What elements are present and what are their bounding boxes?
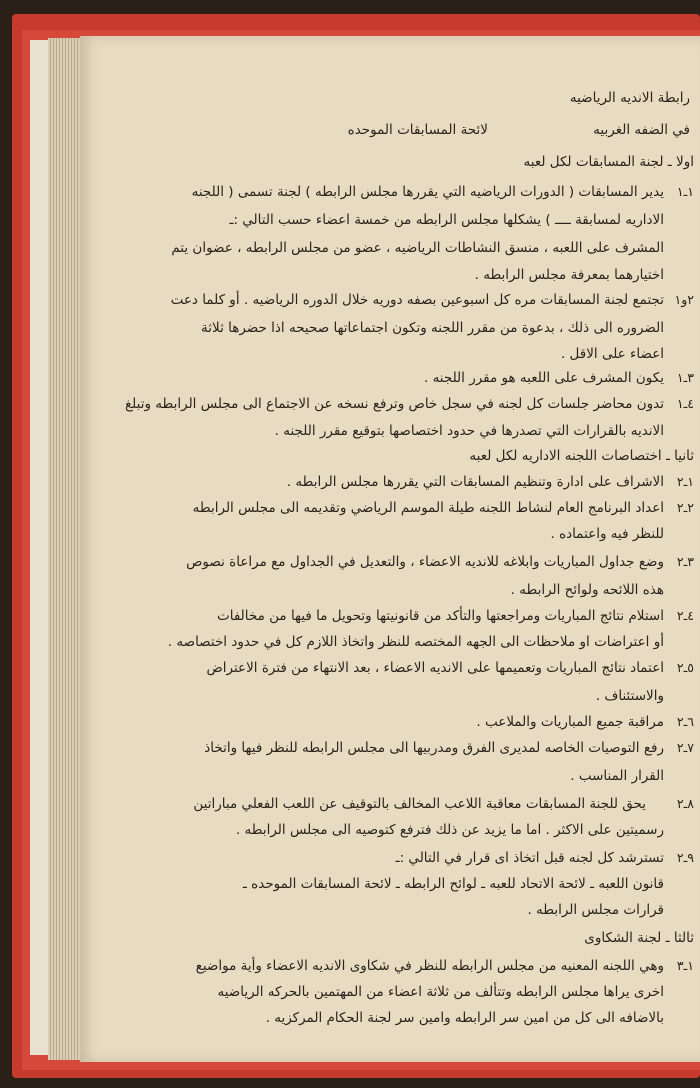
item-line: رفع التوصيات الخاصه لمديرى الفرق ومدربيها الى مجلس الرابطه للنظر فيها واتخاذ bbox=[204, 740, 664, 756]
item-line: الانديه بالقرارات التي تصدرها في حدود اختصاصها بتوقيع مقرر اللجنه . bbox=[274, 423, 664, 439]
item-line: الضروره الى ذلك ، بدعوة من مقرر اللجنه وتكون اجتماعاتها صحيحه اذا حضرها ثلاثة bbox=[201, 320, 664, 336]
item-line: اعداد البرنامج العام لنشاط اللجنه طيلة الموسم الرياضي وتقديمه الى مجلس الرابطه bbox=[192, 500, 664, 516]
item-line: استلام نتائج المباريات ومراجعتها والتأكد من قانونيتها وتحويل ما فيها من مخالفات bbox=[217, 608, 664, 624]
item-number: ٢ـ٢ bbox=[676, 500, 694, 515]
item-line: تسترشد كل لجنه قبل اتخاذ اى قرار في التالي :ـ bbox=[395, 850, 664, 866]
item-line: للنظر فيه واعتماده . bbox=[550, 526, 664, 542]
item-number: ٨ـ٢ bbox=[676, 796, 694, 811]
item-line: وهي اللجنه المعنيه من مجلس الرابطه للنظر في شكاوى الانديه الاعضاء وأية مواضيع bbox=[195, 958, 664, 974]
item-line: بالاضافه الى كل من امين سر الرابطه وامين سر لجنة الحكام المركزيه . bbox=[265, 1010, 664, 1026]
item-line: القرار المناسب . bbox=[570, 768, 664, 784]
item-line: أو اعتراضات او ملاحظات الى الجهه المختصه للنظر واتخاذ اللازم كل في حدود اختصاصه . bbox=[167, 634, 664, 650]
item-number: ١ـ٢ bbox=[676, 474, 694, 489]
doc-title: لائحة المسابقات الموحده bbox=[347, 122, 488, 138]
section-heading: ثالثا ـ لجنة الشكاوى bbox=[584, 930, 694, 946]
item-line: قانون اللعبه ـ لائحة الاتحاد للعبه ـ لوائح الرابطه ـ لائحة المسابقات الموحده ـ bbox=[242, 876, 664, 892]
item-number: ٣ـ١ bbox=[676, 370, 694, 385]
item-line: يدير المسابقات ( الدورات الرياضيه التي يقررها مجلس الرابطه ) لجنة تسمى ( اللجنه bbox=[191, 184, 664, 200]
item-line: مراقبة جميع المباريات والملاعب . bbox=[476, 714, 664, 730]
item-number: ١ـ١ bbox=[676, 184, 694, 199]
item-number: ٣ـ٢ bbox=[676, 554, 694, 569]
item-number: ٧ـ٢ bbox=[676, 740, 694, 755]
item-line: تدون محاضر جلسات كل لجنه في سجل خاص وترفع نسخه عن الاجتماع الى مجلس الرابطه وتبلغ bbox=[125, 396, 664, 412]
item-line: اعتماد نتائج المباريات وتعميمها على الانديه الاعضاء ، بعد الانتهاء من فترة الاعتراض bbox=[206, 660, 664, 676]
item-line: رسميتين على الاكثر . اما ما يزيد عن ذلك فترفع كتوصيه الى مجلس الرابطه . bbox=[235, 822, 664, 838]
section-heading: ثانيا ـ اختصاصات اللجنه الاداريه لكل لعبه bbox=[469, 448, 694, 464]
item-line: قرارات مجلس الرابطه . bbox=[527, 902, 664, 918]
item-line: تجتمع لجنة المسابقات مره كل اسبوعين بصفه دوريه خلال الدوره الرياضيه . أو كلما دعت bbox=[170, 292, 664, 308]
item-number: ٥ـ٢ bbox=[676, 660, 694, 675]
item-line: يحق للجنة المسابقات معاقبة اللاعب المخالف بالتوقيف عن اللعب الفعلي مباراتين bbox=[193, 796, 646, 812]
item-number: ٤ـ١ bbox=[676, 396, 694, 411]
item-line: اعضاء على الاقل . bbox=[560, 346, 664, 362]
item-line: وضع جداول المباريات وابلاغه للانديه الاعضاء ، والتعديل في الجداول مع مراعاة نصوص bbox=[186, 554, 664, 570]
item-number: ٦ـ٢ bbox=[676, 714, 694, 729]
item-line: والاستئناف . bbox=[595, 688, 664, 704]
item-number: ٤ـ٢ bbox=[676, 608, 694, 623]
item-number: ٢و١ bbox=[674, 292, 694, 307]
org-name: رابطة الانديه الرياضيه bbox=[569, 90, 690, 106]
item-line: المشرف على اللعبه ، منسق النشاطات الرياضيه ، عضو من مجلس الرابطه ، عضوان يتم bbox=[171, 240, 664, 256]
region-line: في الضفه الغربيه bbox=[593, 122, 690, 138]
section-heading: اولا ـ لجنة المسابقات لكل لعبه bbox=[523, 154, 694, 170]
item-line: يكون المشرف على اللعبه هو مقرر اللجنه . bbox=[423, 370, 664, 386]
item-line: اخرى يراها مجلس الرابطه وتتألف من ثلاثة اعضاء من المهتمين بالحركه الرياضيه bbox=[217, 984, 664, 1000]
item-number: ٩ـ٢ bbox=[676, 850, 694, 865]
item-line: الاداريه لمسابقة ــــ ) يشكلها مجلس الرابطه من خمسة اعضاء حسب التالي :ـ bbox=[229, 212, 664, 228]
item-number: ١ـ٣ bbox=[676, 958, 694, 973]
item-line: اختيارهما بمعرفة مجلس الرابطه . bbox=[474, 267, 664, 283]
item-line: الاشراف على ادارة وتنظيم المسابقات التي يقررها مجلس الرابطه . bbox=[286, 474, 664, 490]
item-line: هذه اللائحه ولوائح الرابطه . bbox=[510, 582, 664, 598]
